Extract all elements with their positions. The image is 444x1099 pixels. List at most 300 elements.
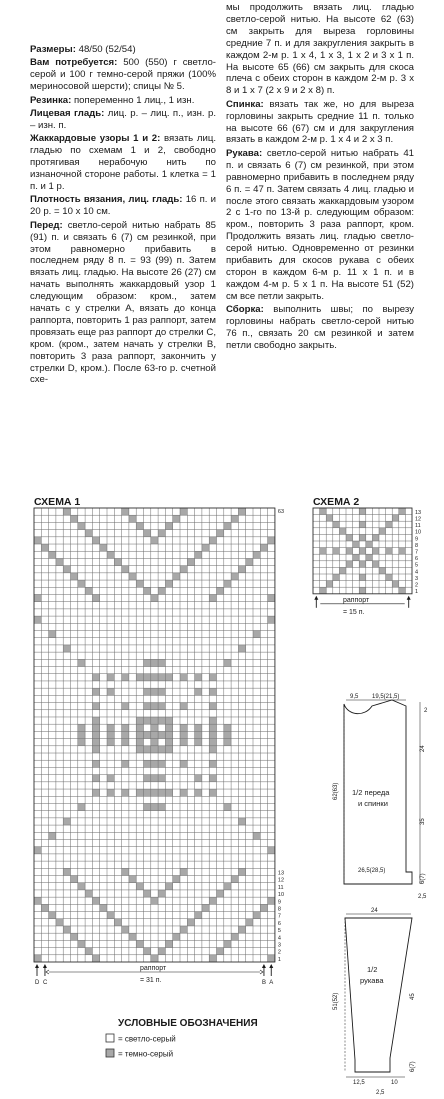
dark-cell — [165, 522, 172, 529]
dark-cell — [224, 940, 231, 947]
dim-side: 2,5 — [418, 894, 427, 900]
scheme2-chart — [313, 508, 412, 594]
dark-cell — [129, 515, 136, 522]
dark-cell — [209, 717, 216, 724]
dark-cell — [151, 897, 158, 904]
dark-cell — [165, 724, 172, 731]
scheme1-row-label: 11 — [277, 884, 284, 891]
dark-cell — [238, 508, 245, 515]
dark-cell — [224, 883, 231, 890]
dark-cell — [224, 580, 231, 587]
right-heading: Рукава: — [226, 147, 263, 159]
dark-cell — [144, 789, 151, 796]
dark-cell — [209, 760, 216, 767]
dark-cell — [187, 558, 194, 565]
scheme2-row-label: 13 — [415, 509, 422, 516]
dark-cell — [246, 558, 253, 565]
scheme2-row-label: 11 — [415, 523, 421, 530]
dim-sleeve-bottom: 12,5 — [353, 1080, 365, 1086]
dark-cell — [392, 581, 399, 588]
legend-item-label: = светло-серый — [118, 1034, 176, 1044]
dark-cell — [209, 731, 216, 738]
dim-top-left: 9,5 — [350, 694, 359, 700]
dark-cell — [78, 724, 85, 731]
dark-cell — [122, 566, 129, 573]
dark-cell — [144, 760, 151, 767]
dark-cell — [359, 508, 366, 515]
dark-cell — [209, 746, 216, 753]
dark-cell — [151, 955, 158, 962]
dark-cell — [180, 724, 187, 731]
dark-cell — [122, 760, 129, 767]
dim-top-right: 19,5(21,5) — [372, 694, 400, 700]
dark-cell — [173, 876, 180, 883]
left-body: 16 п. и 20 р. = 10 х 10 см. — [30, 194, 216, 218]
scheme2-row-label: 12 — [415, 516, 422, 523]
scheme1-rapport-count: = 31 п. — [140, 977, 162, 984]
dark-cell — [92, 731, 99, 738]
dark-cell — [195, 739, 202, 746]
dark-cell — [136, 522, 143, 529]
dark-cell — [151, 594, 158, 601]
scheme1-row-label: 5 — [277, 928, 281, 935]
dark-cell — [268, 616, 275, 623]
dim-sleeve-right: 6(7) — [410, 1061, 416, 1072]
scheme1-row-label: 63 — [277, 509, 285, 515]
dark-cell — [122, 703, 129, 710]
dark-cell — [173, 933, 180, 940]
dark-cell — [224, 739, 231, 746]
dark-cell — [399, 508, 406, 515]
dark-cell — [224, 731, 231, 738]
dark-cell — [41, 904, 48, 911]
dark-cell — [114, 558, 121, 565]
dark-cell — [144, 530, 151, 537]
dark-cell — [92, 688, 99, 695]
dark-cell — [209, 688, 216, 695]
dark-cell — [144, 731, 151, 738]
dark-cell — [326, 581, 333, 588]
scheme2-rapport-label: раппорт — [343, 596, 370, 604]
dim-right: 6(7) — [420, 873, 426, 884]
dark-cell — [144, 948, 151, 955]
dim-sleeve-bottom: 2,5 — [376, 1090, 385, 1096]
scheme1-rapport-label: раппорт — [140, 965, 167, 972]
dark-cell — [231, 573, 238, 580]
scheme1-title: СХЕМА 1 — [34, 496, 81, 508]
right-body: мы продолжить вязать лиц. гладью светло-серой нитью. На высоте 62 (63) см закрыть для выреза горловины средние 7 п. и для закругления закрыть в каждом 2-м р. 1 х 4, 1 х 3, 1 х 2 и 3 х 1 п. На высоте 65 (66) см закрыть для скоса плеча с обеих сторон в каждом 2-м р. 3 х 8 и 1 х 7 (2 х 9 и 2 х 8) п. — [226, 2, 414, 97]
left-body: вязать лиц. гладью по схемам 1 и 2, свободно протягивая нерабочую нить по изнаночной стороне работы. 1 клетка = 1 п. и 1 р. — [30, 133, 216, 192]
dark-cell — [151, 537, 158, 544]
dark-cell — [92, 703, 99, 710]
dark-cell — [107, 724, 114, 731]
dark-cell — [151, 746, 158, 753]
dark-cell — [366, 541, 373, 548]
dark-cell — [158, 803, 165, 810]
dark-cell — [158, 674, 165, 681]
dark-cell — [136, 789, 143, 796]
arrow-head — [43, 964, 47, 968]
dark-cell — [173, 573, 180, 580]
dark-cell — [136, 746, 143, 753]
dark-cell — [122, 868, 129, 875]
dark-cell — [224, 522, 231, 529]
dim-bottom: 26,5(28,5) — [358, 868, 386, 874]
left-heading: Плотность вязания, лиц. гладь: — [30, 194, 183, 206]
dark-cell — [122, 926, 129, 933]
dark-cell — [158, 760, 165, 767]
dark-cell — [359, 548, 366, 555]
dark-cell — [165, 731, 172, 738]
dark-cell — [180, 731, 187, 738]
dark-cell — [187, 919, 194, 926]
scheme1-row-label: 10 — [277, 892, 285, 899]
scheme2-title: СХЕМА 2 — [313, 496, 360, 508]
dark-cell — [122, 739, 129, 746]
dark-cell — [180, 789, 187, 796]
dark-cell — [209, 739, 216, 746]
dim-left: 62(63) — [333, 782, 339, 800]
dark-cell — [144, 803, 151, 810]
dark-cell — [122, 508, 129, 515]
dark-cell — [195, 724, 202, 731]
dark-cell — [41, 544, 48, 551]
dark-cell — [195, 789, 202, 796]
dark-cell — [122, 731, 129, 738]
dark-cell — [320, 548, 327, 555]
scheme1-row-label: 13 — [277, 870, 285, 877]
left-heading: Вам потребуется: — [30, 57, 118, 69]
dark-cell — [238, 645, 245, 652]
scheme1-row-label: 4 — [277, 935, 281, 942]
dark-cell — [136, 883, 143, 890]
scheme2-row-label: 10 — [415, 529, 422, 536]
dark-cell — [78, 580, 85, 587]
dark-cell — [180, 868, 187, 875]
dark-cell — [253, 912, 260, 919]
dark-cell — [92, 674, 99, 681]
dark-cell — [136, 724, 143, 731]
left-heading: Размеры: — [30, 44, 76, 55]
legend-title: УСЛОВНЫЕ ОБОЗНАЧЕНИЯ — [118, 1018, 258, 1029]
dark-cell — [346, 534, 353, 541]
arrow-label-a: A — [269, 980, 274, 986]
dark-cell — [92, 739, 99, 746]
dark-cell — [180, 926, 187, 933]
dark-cell — [114, 919, 121, 926]
dark-cell — [253, 631, 260, 638]
scheme2-row-label: 4 — [415, 569, 419, 576]
dark-cell — [366, 554, 373, 561]
dark-cell — [180, 739, 187, 746]
dark-cell — [180, 703, 187, 710]
dark-cell — [209, 724, 216, 731]
dark-cell — [78, 659, 85, 666]
dark-cell — [359, 561, 366, 568]
dark-cell — [144, 688, 151, 695]
dark-cell — [144, 890, 151, 897]
scheme2-row-label: 6 — [415, 556, 419, 563]
dark-cell — [158, 587, 165, 594]
dark-cell — [202, 904, 209, 911]
dark-cell — [260, 544, 267, 551]
dark-cell — [260, 904, 267, 911]
dark-cell — [224, 724, 231, 731]
dark-cell — [386, 574, 393, 581]
scheme1-chart — [34, 508, 275, 962]
dark-cell — [100, 544, 107, 551]
dark-cell — [92, 760, 99, 767]
dark-cell — [359, 574, 366, 581]
dark-cell — [268, 897, 275, 904]
arrow-label-b: B — [261, 980, 266, 986]
dark-cell — [78, 940, 85, 947]
dark-cell — [217, 587, 224, 594]
dim-right: 2 — [424, 708, 428, 714]
dark-cell — [71, 876, 78, 883]
dark-cell — [85, 587, 92, 594]
dark-cell — [268, 594, 275, 601]
dark-cell — [158, 703, 165, 710]
dark-cell — [100, 904, 107, 911]
dark-cell — [63, 868, 70, 875]
dark-cell — [238, 818, 245, 825]
dark-cell — [136, 739, 143, 746]
dark-cell — [231, 515, 238, 522]
dark-cell — [34, 594, 41, 601]
dark-cell — [353, 541, 360, 548]
dark-cell — [372, 561, 379, 568]
dark-cell — [379, 567, 386, 574]
right-body: светло-серой нитью набрать 41 п. и связать 6 (7) см резинкой, при этом равномерно прибавить в последнем ряду 6 п. = 47 п. Затем связать 4 лиц. гладью и после этого связать жаккардовым узором 2 с 1-го по 13-й р. следующим образом: кром., повторить 3 раза раппорт, кром. Продолжить вязать лиц. гладью светло-серой нитью. Одновременно от резинки прибавить для скосов рукава с обеих сторон в каждом 6-м р. 11 х 1 п. и в каждом 4-м р. 5 х 1 п. На высоте 51 (52) см все петли закрыть. — [226, 147, 414, 302]
dark-cell — [180, 566, 187, 573]
dark-cell — [238, 868, 245, 875]
dark-cell — [158, 948, 165, 955]
dark-cell — [165, 717, 172, 724]
dark-cell — [136, 717, 143, 724]
left-body: попеременно 1 лиц., 1 изн. — [71, 94, 195, 106]
dark-cell — [399, 548, 406, 555]
scheme2-row-label: 3 — [415, 575, 419, 582]
dark-cell — [231, 876, 238, 883]
dark-cell — [71, 933, 78, 940]
right-body: выполнить швы; по вырезу горловины набрать светло-серой нитью 76 п., связать 20 см резинкой и затем петли свободно закрыть. — [226, 304, 414, 351]
dark-cell — [158, 775, 165, 782]
dark-cell — [49, 832, 56, 839]
dark-cell — [56, 919, 63, 926]
dark-cell — [217, 890, 224, 897]
dark-cell — [158, 746, 165, 753]
dark-cell — [85, 530, 92, 537]
scheme1-row-label: 1 — [277, 956, 281, 963]
dark-cell — [107, 912, 114, 919]
dark-cell — [34, 537, 41, 544]
dark-cell — [353, 554, 360, 561]
dark-cell — [151, 775, 158, 782]
rapport-bracket — [46, 970, 49, 974]
dark-cell — [92, 746, 99, 753]
dark-cell — [49, 912, 56, 919]
dark-cell — [78, 731, 85, 738]
dark-cell — [359, 534, 366, 541]
dark-cell — [144, 659, 151, 666]
dark-cell — [209, 703, 216, 710]
dark-cell — [34, 897, 41, 904]
dark-cell — [253, 551, 260, 558]
dark-cell — [224, 659, 231, 666]
dark-cell — [107, 775, 114, 782]
dark-cell — [151, 731, 158, 738]
dark-cell — [165, 580, 172, 587]
dark-cell — [92, 594, 99, 601]
dark-cell — [92, 724, 99, 731]
dark-cell — [136, 940, 143, 947]
dark-cell — [129, 933, 136, 940]
dark-cell — [158, 688, 165, 695]
dark-cell — [85, 890, 92, 897]
dark-cell — [107, 551, 114, 558]
dark-cell — [209, 674, 216, 681]
arrow-head — [407, 596, 411, 600]
dark-cell — [71, 573, 78, 580]
dark-cell — [195, 912, 202, 919]
scheme1-row-label: 2 — [277, 949, 281, 956]
dark-cell — [339, 567, 346, 574]
dark-cell — [71, 515, 78, 522]
dark-cell — [339, 528, 346, 535]
dark-cell — [333, 521, 340, 528]
dark-cell — [151, 760, 158, 767]
dark-cell — [122, 724, 129, 731]
dark-cell — [320, 587, 327, 594]
dark-cell — [107, 688, 114, 695]
dark-cell — [209, 789, 216, 796]
dark-cell — [165, 674, 172, 681]
dark-cell — [63, 508, 70, 515]
dark-cell — [34, 616, 41, 623]
dark-cell — [165, 883, 172, 890]
dark-cell — [195, 551, 202, 558]
dark-cell — [151, 674, 158, 681]
dark-cell — [63, 926, 70, 933]
scheme1-row-label: 12 — [277, 877, 285, 884]
dark-cell — [63, 645, 70, 652]
scheme2-row-label: 5 — [415, 562, 419, 569]
dark-cell — [129, 876, 136, 883]
sleeve-label: 1/2 — [367, 965, 378, 974]
scheme2-row-label: 2 — [415, 582, 419, 589]
dark-cell — [320, 508, 327, 515]
scheme2-row-label: 1 — [415, 589, 419, 596]
dark-cell — [359, 521, 366, 528]
dark-cell — [107, 731, 114, 738]
scheme1-row-label: 3 — [277, 942, 281, 949]
dark-cell — [158, 731, 165, 738]
dark-cell — [151, 789, 158, 796]
dark-cell — [136, 580, 143, 587]
dim-right: 35 — [420, 818, 426, 825]
dark-cell — [202, 544, 209, 551]
dark-cell — [209, 897, 216, 904]
dark-cell — [151, 739, 158, 746]
dark-cell — [158, 890, 165, 897]
dark-cell — [326, 515, 333, 522]
dark-cell — [158, 789, 165, 796]
scheme1-row-label: 7 — [277, 913, 281, 920]
dark-cell — [136, 674, 143, 681]
dark-cell — [346, 561, 353, 568]
dark-cell — [268, 955, 275, 962]
dark-cell — [34, 847, 41, 854]
dark-cell — [34, 955, 41, 962]
scheme1-row-label: 9 — [277, 899, 281, 906]
dark-cell — [346, 548, 353, 555]
front-back-label: 1/2 переда — [352, 788, 390, 797]
left-heading: Резинка: — [30, 94, 72, 106]
dark-cell — [165, 940, 172, 947]
scheme2-row-label: 9 — [415, 536, 419, 543]
dark-cell — [195, 688, 202, 695]
scheme2-row-label: 8 — [415, 542, 419, 549]
dark-cell — [144, 703, 151, 710]
dark-cell — [231, 933, 238, 940]
dark-cell — [195, 731, 202, 738]
left-body: лиц. р. – лиц. п., изн. р. – изн. п. — [30, 108, 216, 131]
scheme2-row-label: 7 — [415, 549, 419, 556]
dark-cell — [359, 587, 366, 594]
dark-cell — [165, 739, 172, 746]
dark-cell — [144, 587, 151, 594]
dark-cell — [92, 789, 99, 796]
arrow-head — [269, 964, 273, 968]
dark-cell — [151, 688, 158, 695]
dark-cell — [209, 537, 216, 544]
dark-cell — [372, 548, 379, 555]
dark-cell — [379, 528, 386, 535]
dark-cell — [268, 847, 275, 854]
dark-cell — [63, 566, 70, 573]
dark-cell — [151, 717, 158, 724]
dark-cell — [333, 548, 340, 555]
dark-cell — [78, 522, 85, 529]
dark-cell — [56, 558, 63, 565]
front-back-label: и спинки — [358, 799, 388, 808]
arrow-label-c: C — [42, 980, 48, 986]
dark-cell — [92, 775, 99, 782]
dark-cell — [180, 508, 187, 515]
sleeve-label: рукава — [360, 976, 384, 985]
dark-cell — [246, 919, 253, 926]
dark-cell — [180, 760, 187, 767]
arrow-head — [314, 596, 318, 600]
dark-cell — [173, 515, 180, 522]
dark-cell — [78, 883, 85, 890]
right-body: вязать так же, но для выреза горловины закрыть средние 11 п. только на высоте 66 (67) см и для закругления вязать в каждом 2-м р. 1 х 4 и 2 х 3 п. — [226, 98, 414, 146]
dark-cell — [268, 537, 275, 544]
dark-cell — [92, 537, 99, 544]
left-heading: Лицевая гладь: — [30, 108, 105, 120]
dark-cell — [158, 659, 165, 666]
legend-item-label: = темно-серый — [118, 1049, 174, 1059]
left-body: светло-серой нитью набрать 85 (91) п. и связать 6 (7) см резинкой, при этом равномерно прибавить в последнем ряду 8 п. = 93 (99) п. Затем вязать лиц. гладью. На высоте 26 (27) см начать выполнять жаккардовый узор 1 следующим образом: кром., затем начать с у стрелки А, вязать до конца раппорта, повторить 1 раз раппорт, затем провязать еще раз раппорт до стрелки С, кром. (кром., затем начать у стрелки В, повторить 3 раза раппорт, закончить у стрелки D, кром.). После 63-го р. счетной схе- — [30, 219, 216, 386]
dark-cell — [151, 659, 158, 666]
dark-cell — [107, 739, 114, 746]
left-heading: Жаккардовые узоры 1 и 2: — [30, 133, 161, 145]
dark-cell — [158, 717, 165, 724]
dark-cell — [49, 551, 56, 558]
dark-cell — [92, 897, 99, 904]
dark-cell — [333, 574, 340, 581]
